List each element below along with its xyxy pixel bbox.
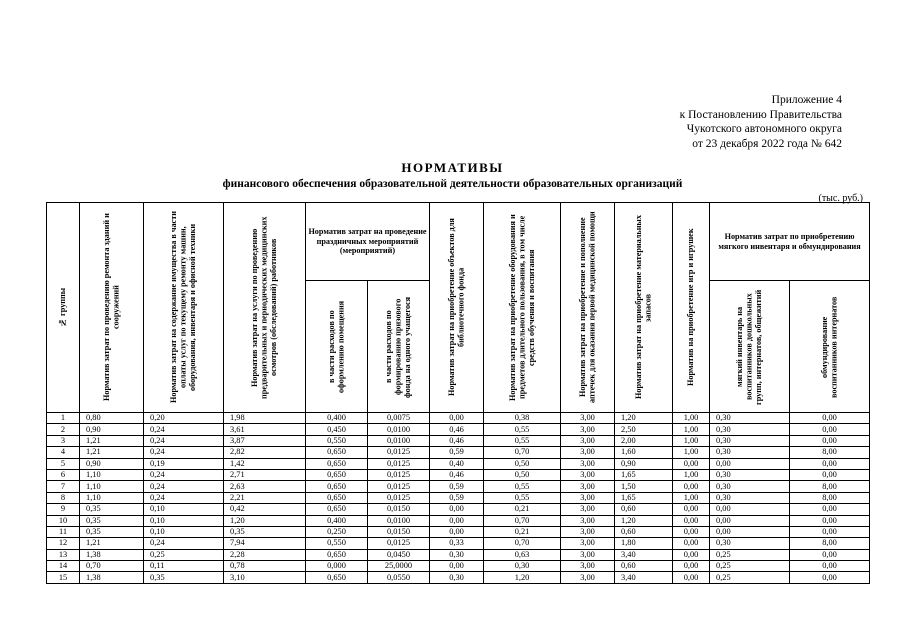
- table-cell: 0,55: [484, 481, 561, 492]
- document-title: НОРМАТИВЫ: [401, 160, 504, 175]
- table-cell: 0,00: [790, 435, 870, 446]
- table-cell: 3,10: [224, 572, 306, 583]
- document-subtitle: финансового обеспечения образовательной деятельности образовательных организаций: [222, 178, 683, 190]
- header-soft-inventory-pupils: мягкий инвентарь на воспитанников дошкольных групп, интернатов, общежитий: [710, 281, 790, 413]
- table-cell: 0,90: [615, 458, 673, 469]
- table-cell: 0,00: [673, 572, 710, 583]
- table-cell: 0,30: [710, 447, 790, 458]
- header-uniforms: обмундирование воспитанников интернатов: [790, 281, 870, 413]
- table-cell: 1,38: [80, 549, 144, 560]
- table-cell: 0,35: [80, 515, 144, 526]
- header-group: № группы: [47, 203, 80, 413]
- table-cell: 3,00: [561, 458, 615, 469]
- header-soft-inventory: Норматив затрат по приобретению мягкого инвентаря и обмундирования: [710, 203, 870, 281]
- table-cell: 0,24: [144, 469, 224, 480]
- table-cell: 0,0125: [368, 469, 430, 480]
- table-cell: 0,30: [710, 492, 790, 503]
- table-cell: 1,00: [673, 469, 710, 480]
- table-cell: 0,650: [306, 458, 368, 469]
- table-cell: 0,59: [430, 447, 484, 458]
- table-row: [47, 561, 870, 572]
- table-row: [47, 538, 870, 549]
- table-cell: 3,40: [615, 572, 673, 583]
- group-number-cell: 3: [47, 435, 80, 446]
- table-cell: 0,24: [144, 492, 224, 503]
- table-cell: 3,00: [561, 469, 615, 480]
- table-cell: 0,0450: [368, 549, 430, 560]
- header-holiday-events: Норматив затрат на проведение праздничных мероприятий (мероприятий): [306, 203, 430, 281]
- table-cell: 0,25: [710, 561, 790, 572]
- header-equipment-repair: Норматив затрат на содержание имущества в части оплаты услуг по текущему ремонту машин, оборудования, инвентаря и офисной техники: [144, 203, 224, 413]
- table-cell: 0,00: [430, 561, 484, 572]
- table-cell: 0,00: [710, 458, 790, 469]
- table-cell: 0,30: [710, 435, 790, 446]
- table-cell: 0,24: [144, 538, 224, 549]
- table-cell: 25,0000: [368, 561, 430, 572]
- table-cell: 0,42: [224, 504, 306, 515]
- table-cell: 0,00: [790, 515, 870, 526]
- header-games-toys: Норматив на приобретение игр и игрушек: [673, 203, 710, 413]
- table-cell: 0,60: [615, 504, 673, 515]
- table-cell: 0,0100: [368, 435, 430, 446]
- table-cell: 1,20: [484, 572, 561, 583]
- table-cell: 0,0100: [368, 424, 430, 435]
- table-cell: 1,00: [673, 424, 710, 435]
- table-cell: 0,40: [430, 458, 484, 469]
- table-cell: 1,10: [80, 481, 144, 492]
- table-cell: 0,19: [144, 458, 224, 469]
- table-cell: 2,28: [224, 549, 306, 560]
- table-cell: 0,24: [144, 424, 224, 435]
- table-cell: 0,450: [306, 424, 368, 435]
- header-first-aid-kits: Норматив затрат на приобретение и пополнение аптечек для оказания первой медицинской помощи: [561, 203, 615, 413]
- header-long-term-equipment: Норматив затрат на приобретение оборудования и предметов длительного пользования, в том числе средств обучения и воспитания: [484, 203, 561, 413]
- table-cell: 0,70: [484, 538, 561, 549]
- table-cell: 0,90: [80, 424, 144, 435]
- table-cell: 3,00: [561, 447, 615, 458]
- table-cell: 1,42: [224, 458, 306, 469]
- group-number-cell: 8: [47, 492, 80, 503]
- table-cell: 0,650: [306, 504, 368, 515]
- table-cell: 0,00: [790, 561, 870, 572]
- table-cell: 0,35: [144, 572, 224, 583]
- group-number-cell: 15: [47, 572, 80, 583]
- table-cell: 0,00: [790, 549, 870, 560]
- table-cell: 0,90: [80, 458, 144, 469]
- table-cell: 0,00: [710, 504, 790, 515]
- table-cell: 3,00: [561, 504, 615, 515]
- group-number-cell: 12: [47, 538, 80, 549]
- table-cell: 0,24: [144, 447, 224, 458]
- table-cell: 3,00: [561, 549, 615, 560]
- table-cell: 0,24: [144, 435, 224, 446]
- table-cell: 0,650: [306, 481, 368, 492]
- table-cell: 1,60: [615, 447, 673, 458]
- table-row: [47, 504, 870, 515]
- table-cell: 0,00: [710, 526, 790, 537]
- table-cell: 0,00: [790, 413, 870, 424]
- group-number-cell: 6: [47, 469, 80, 480]
- table-cell: 0,70: [484, 447, 561, 458]
- table-cell: 3,00: [561, 435, 615, 446]
- group-number-cell: 1: [47, 413, 80, 424]
- table-cell: 1,20: [224, 515, 306, 526]
- table-row: [47, 435, 870, 446]
- table-cell: 0,25: [144, 549, 224, 560]
- table-cell: 1,20: [615, 413, 673, 424]
- table-cell: 0,400: [306, 413, 368, 424]
- table-cell: 2,63: [224, 481, 306, 492]
- table-cell: 0,46: [430, 424, 484, 435]
- table-cell: 0,10: [144, 526, 224, 537]
- table-cell: 1,98: [224, 413, 306, 424]
- table-cell: 2,21: [224, 492, 306, 503]
- table-cell: 0,30: [484, 561, 561, 572]
- table-cell: 0,650: [306, 492, 368, 503]
- table-cell: 3,40: [615, 549, 673, 560]
- table-cell: 1,00: [673, 413, 710, 424]
- group-number-cell: 2: [47, 424, 80, 435]
- table-cell: 1,65: [615, 469, 673, 480]
- table-cell: 0,650: [306, 572, 368, 583]
- table-cell: 0,63: [484, 549, 561, 560]
- table-cell: 0,0125: [368, 538, 430, 549]
- table-cell: 0,46: [430, 435, 484, 446]
- table-cell: 0,000: [306, 561, 368, 572]
- table-cell: 0,00: [790, 526, 870, 537]
- table-cell: 1,10: [80, 492, 144, 503]
- table-cell: 0,25: [710, 572, 790, 583]
- table-cell: 0,35: [80, 526, 144, 537]
- table-cell: 8,00: [790, 481, 870, 492]
- table-cell: 0,30: [710, 481, 790, 492]
- table-cell: 0,33: [430, 538, 484, 549]
- table-cell: 0,50: [484, 469, 561, 480]
- table-row: [47, 549, 870, 560]
- header-building-repair: Норматив затрат по проведению ремонта зданий и сооружений: [80, 203, 144, 413]
- table-cell: 3,00: [561, 526, 615, 537]
- table-cell: 0,20: [144, 413, 224, 424]
- table-cell: 1,50: [615, 481, 673, 492]
- table-cell: 3,00: [561, 538, 615, 549]
- table-cell: 0,21: [484, 504, 561, 515]
- table-cell: 3,00: [561, 515, 615, 526]
- table-cell: 8,00: [790, 538, 870, 549]
- table-cell: 0,00: [673, 538, 710, 549]
- header-material-supplies: Норматив затрат на приобретение материальных запасов: [615, 203, 673, 413]
- table-cell: 0,70: [80, 561, 144, 572]
- group-number-cell: 13: [47, 549, 80, 560]
- table-cell: 2,50: [615, 424, 673, 435]
- table-cell: 0,650: [306, 549, 368, 560]
- appendix-block: [582, 93, 842, 151]
- table-cell: 0,00: [673, 549, 710, 560]
- table-cell: 0,0100: [368, 515, 430, 526]
- table-cell: 1,21: [80, 447, 144, 458]
- table-cell: 0,30: [710, 424, 790, 435]
- table-cell: 3,87: [224, 435, 306, 446]
- group-number-cell: 10: [47, 515, 80, 526]
- table-cell: 3,00: [561, 413, 615, 424]
- header-room-decoration: в части расходов по оформлению помещения: [306, 281, 368, 413]
- table-cell: 0,00: [673, 515, 710, 526]
- table-cell: 0,55: [484, 424, 561, 435]
- table-cell: 0,59: [430, 492, 484, 503]
- group-number-cell: 5: [47, 458, 80, 469]
- table-cell: 0,550: [306, 538, 368, 549]
- table-row: [47, 447, 870, 458]
- table-cell: 0,11: [144, 561, 224, 572]
- table-cell: 0,60: [615, 561, 673, 572]
- table-cell: 0,24: [144, 481, 224, 492]
- table-cell: 1,21: [80, 435, 144, 446]
- table-cell: 1,38: [80, 572, 144, 583]
- table-cell: 2,00: [615, 435, 673, 446]
- group-number-cell: 7: [47, 481, 80, 492]
- table-cell: 0,650: [306, 469, 368, 480]
- table-cell: 3,00: [561, 572, 615, 583]
- table-cell: 0,38: [484, 413, 561, 424]
- table-cell: 1,00: [673, 435, 710, 446]
- table-cell: 0,00: [673, 504, 710, 515]
- table-cell: 0,35: [224, 526, 306, 537]
- group-number-cell: 9: [47, 504, 80, 515]
- table-cell: 0,0125: [368, 481, 430, 492]
- table-cell: 0,55: [484, 435, 561, 446]
- table-cell: 0,10: [144, 515, 224, 526]
- appendix-line-3: Чукотского автономного округа: [686, 123, 842, 135]
- table-cell: 0,0125: [368, 458, 430, 469]
- table-row: [47, 469, 870, 480]
- appendix-line-2: к Постановлению Правительства: [679, 108, 842, 121]
- table-cell: 3,61: [224, 424, 306, 435]
- table-cell: 0,650: [306, 447, 368, 458]
- table-cell: 3,00: [561, 492, 615, 503]
- header-library-fund: Норматив затрат на приобретение объектов для библиотечного фонда: [430, 203, 484, 413]
- table-cell: 0,55: [484, 492, 561, 503]
- table-cell: 0,00: [673, 481, 710, 492]
- table-cell: 8,00: [790, 447, 870, 458]
- table-cell: 0,50: [484, 458, 561, 469]
- appendix-line-4: от 23 декабря 2022 года № 642: [692, 137, 842, 150]
- table-cell: 0,00: [673, 526, 710, 537]
- header-prize-fund: в части расходов по формированию призового фонда на одного учащегося: [368, 281, 430, 413]
- table-cell: 0,0550: [368, 572, 430, 583]
- table-cell: 2,71: [224, 469, 306, 480]
- table-cell: 0,60: [615, 526, 673, 537]
- header-medical-checkups: Норматив затрат на услуги по проведению предварительных и периодических медицинских осмотров (обследований) работников: [224, 203, 306, 413]
- table-cell: 1,80: [615, 538, 673, 549]
- table-cell: 1,00: [673, 492, 710, 503]
- table-cell: 3,00: [561, 481, 615, 492]
- table-row: [47, 481, 870, 492]
- table-cell: 0,00: [430, 515, 484, 526]
- table-cell: 0,80: [80, 413, 144, 424]
- table-cell: 0,550: [306, 435, 368, 446]
- group-number-cell: 14: [47, 561, 80, 572]
- table-cell: 0,46: [430, 469, 484, 480]
- table-cell: 7,94: [224, 538, 306, 549]
- table-row: [47, 424, 870, 435]
- table-cell: 0,0075: [368, 413, 430, 424]
- norms-table: [46, 202, 870, 584]
- table-row: [47, 413, 870, 424]
- table-cell: 0,0125: [368, 447, 430, 458]
- table-cell: 2,82: [224, 447, 306, 458]
- table-row: [47, 572, 870, 583]
- table-cell: 0,0150: [368, 526, 430, 537]
- table-cell: 0,00: [790, 504, 870, 515]
- table-cell: 0,400: [306, 515, 368, 526]
- table-cell: 0,25: [710, 549, 790, 560]
- table-cell: 0,30: [430, 572, 484, 583]
- table-cell: 0,00: [790, 458, 870, 469]
- table-cell: 1,00: [673, 447, 710, 458]
- table-cell: 1,20: [615, 515, 673, 526]
- table-cell: 0,35: [80, 504, 144, 515]
- table-cell: 0,30: [430, 549, 484, 560]
- group-number-cell: 11: [47, 526, 80, 537]
- table-row: [47, 492, 870, 503]
- table-cell: 0,00: [710, 515, 790, 526]
- table-cell: 0,0125: [368, 492, 430, 503]
- table-cell: 0,00: [673, 561, 710, 572]
- table-cell: 0,30: [710, 413, 790, 424]
- table-body: [47, 413, 870, 584]
- units-label: (тыс. руб.): [818, 193, 863, 204]
- table-row: [47, 458, 870, 469]
- table-cell: 0,21: [484, 526, 561, 537]
- table-cell: 1,65: [615, 492, 673, 503]
- table-row: [47, 515, 870, 526]
- group-number-cell: 4: [47, 447, 80, 458]
- appendix-line-1: Приложение 4: [771, 94, 842, 106]
- table-cell: 0,00: [430, 526, 484, 537]
- table-cell: 0,00: [430, 413, 484, 424]
- table-cell: 1,21: [80, 538, 144, 549]
- table-cell: 0,30: [710, 538, 790, 549]
- table-cell: 0,250: [306, 526, 368, 537]
- table-cell: 0,00: [790, 469, 870, 480]
- table-header: [47, 203, 870, 413]
- table-cell: 0,59: [430, 481, 484, 492]
- table-cell: 3,00: [561, 561, 615, 572]
- table-cell: 1,10: [80, 469, 144, 480]
- table-cell: 0,10: [144, 504, 224, 515]
- table-cell: 0,0150: [368, 504, 430, 515]
- table-cell: 0,00: [673, 458, 710, 469]
- table-cell: 0,70: [484, 515, 561, 526]
- table-cell: 3,00: [561, 424, 615, 435]
- table-cell: 0,78: [224, 561, 306, 572]
- table-cell: 0,00: [790, 572, 870, 583]
- table-cell: 8,00: [790, 492, 870, 503]
- table-cell: 0,00: [790, 424, 870, 435]
- table-cell: 0,30: [710, 469, 790, 480]
- table-row: [47, 526, 870, 537]
- table-cell: 0,00: [430, 504, 484, 515]
